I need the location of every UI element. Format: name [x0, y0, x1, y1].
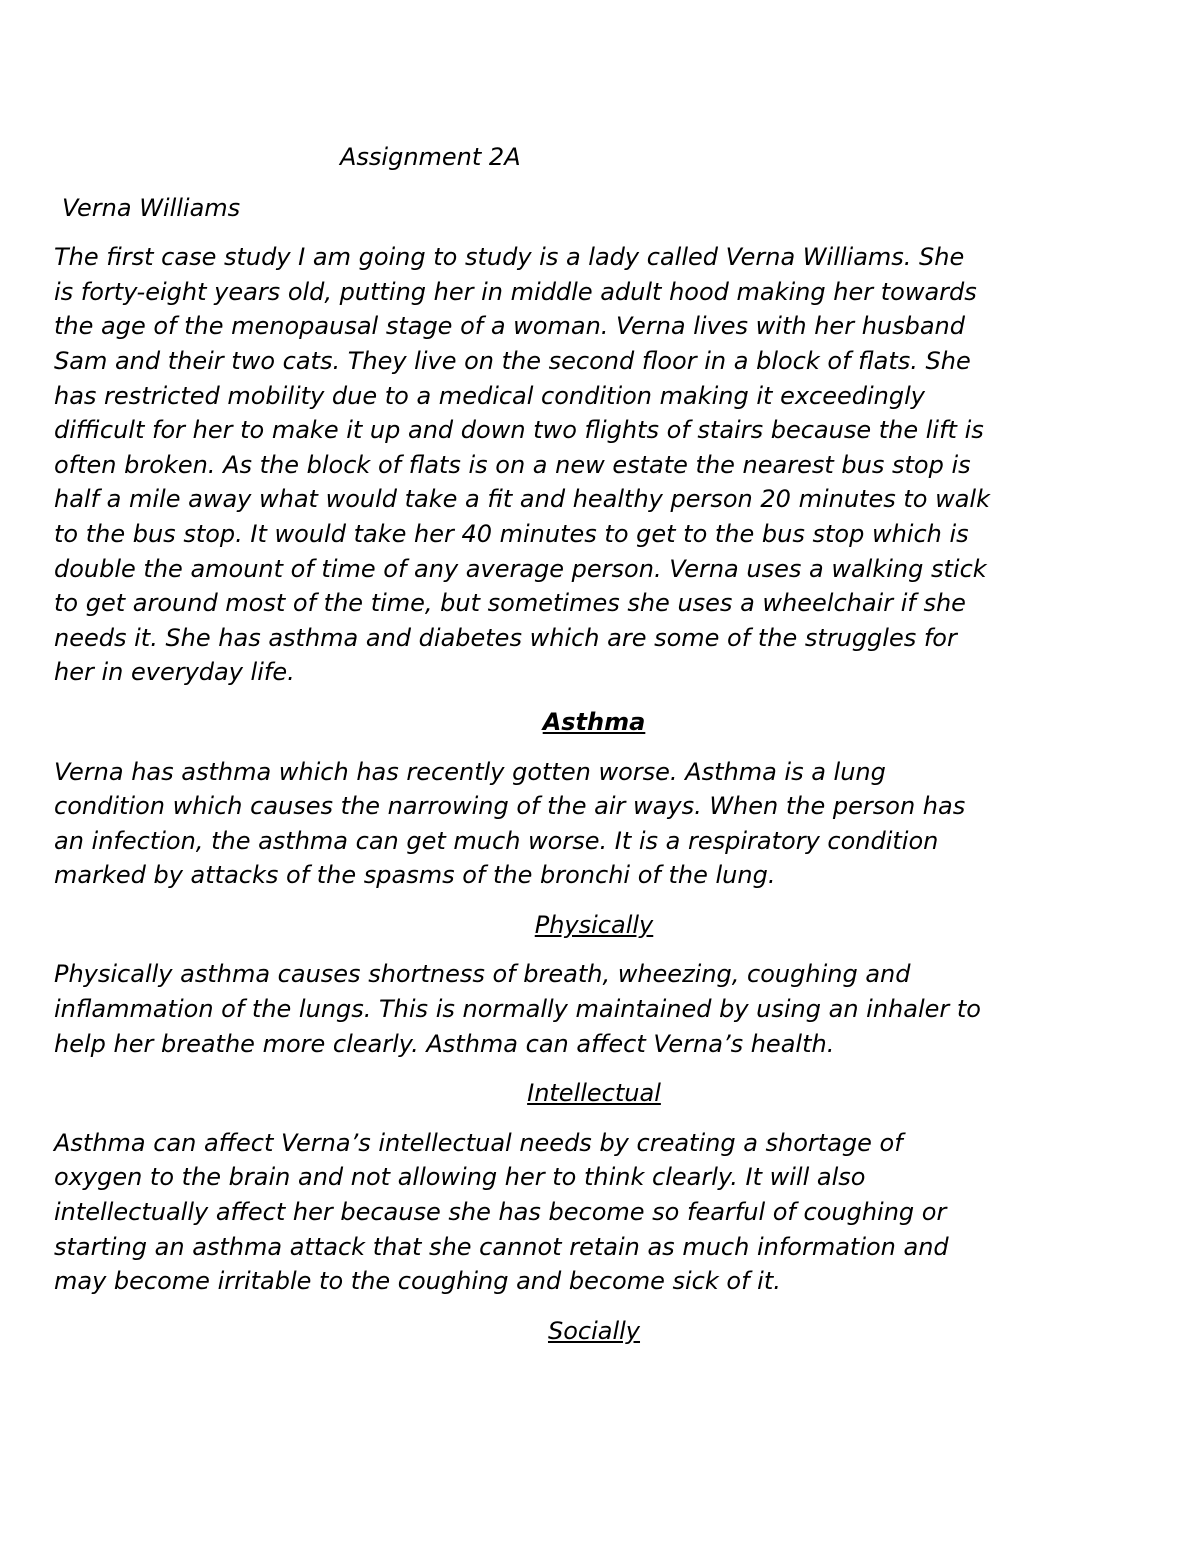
subject-name: Verna Williams: [62, 193, 241, 222]
socially-heading: Socially: [547, 1316, 641, 1345]
asthma-paragraph: Verna has asthma which has recently gotten worse. Asthma is a lung condition which causes the narrowing of the air ways. When the person has an infection, the asthma can get much worse. It is a respiratory condition marked by attacks of the spasms of the bronchi of the lung.: [54, 757, 966, 890]
asthma-heading: Asthma: [542, 707, 646, 736]
intro-paragraph: The first case study I am going to study is a lady called Verna Williams. She is forty-eight years old, putting her in middle adult hood making her towards the age of the menopausal stage of a woman. Verna lives with her husband Sam and their two cats. They live on the second floor in a block of flats. She has restricted mobility due to a medical condition making it exceedingly difficult for her to make it up and down two flights of stairs because the lift is often broken. As the block of flats is on a new estate the nearest bus stop is half a mile away what would take a fit and healthy person 20 minutes to walk to the bus stop. It would take her 40 minutes to get to the bus stop which is double the amount of time of any average person. Verna uses a walking stick to get around most of the time, but sometimes she uses a wheelchair if she needs it. She has asthma and diabetes which are some of the struggles for her in everyday life.: [54, 243, 990, 687]
physically-paragraph: Physically asthma causes shortness of breath, wheezing, coughing and inflammation of the lungs. This is normally maintained by using an inhaler to help her breathe more clearly. Asthma can affect Verna’s health.: [54, 960, 981, 1058]
physically-heading: Physically: [534, 910, 654, 939]
intellectual-paragraph: Asthma can affect Verna’s intellectual needs by creating a shortage of oxygen to the brain and not allowing her to think clearly. It will also intellectually affect her because she has become so fearful of coughing or starting an asthma attack that she cannot retain as much information and may become irritable to the coughing and become sick of it.: [54, 1128, 949, 1296]
document-body: [54, 140, 1134, 1363]
document-title: Assignment 2A: [340, 143, 521, 171]
intellectual-heading: Intellectual: [527, 1079, 661, 1108]
